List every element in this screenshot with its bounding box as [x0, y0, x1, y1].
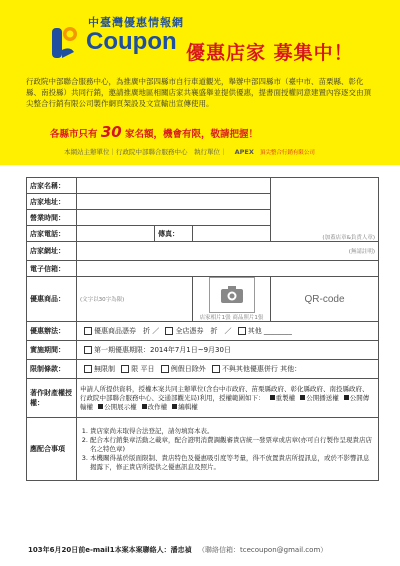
photo-hint: 店家相片1張 商品照片1張: [199, 315, 264, 321]
camera-icon: [220, 284, 244, 304]
right-marker-1: [270, 395, 275, 400]
period-checkbox[interactable]: [84, 346, 92, 354]
limit-option-3: 例假日除外: [170, 365, 206, 373]
limit-option-4: 不與其他優惠併行: [221, 365, 278, 373]
business-hours-label: 營業時間：: [27, 210, 77, 226]
footer-contact: [28, 545, 327, 555]
email-field[interactable]: [77, 261, 379, 277]
period-label: 實施期間：: [27, 341, 77, 360]
note-item: 2. 配合本行銷集章活動之載章，配合證明消費調觀審貴店統一發票章或店章(亦可自行製作呈現貴店店名之特色章): [90, 436, 375, 454]
right-1: 重製權: [275, 393, 296, 402]
limit-checkbox-1[interactable]: [84, 365, 92, 373]
right-marker-6: [172, 404, 177, 409]
shop-address-label: 店家地址：: [27, 194, 77, 210]
apex-logo-text: APEX: [234, 148, 254, 156]
photo-upload[interactable]: [193, 277, 271, 322]
slogan-number: 30: [100, 123, 122, 141]
limit-option-2: 限 平日: [131, 365, 155, 373]
url-hint: (無請註明): [348, 249, 376, 255]
thumbs-up-coin-icon: [50, 20, 78, 60]
period-option: [77, 341, 379, 360]
headline: 優惠店家 募集中！: [186, 42, 354, 64]
intro-paragraph: 行政院中部聯合服務中心，為推廣中部四縣市自行車道觀光，舉辦中部四縣市（臺中市、苗栗縣、彰化縣、南投縣）共同行銷，邀請推廣地區相關店家共襄盛舉並提供優惠，提書面授權同意建置內容逐交由頂尖整合行銷有限公司製作網頁架設及文宣輸出宣傳使用。: [26, 77, 371, 108]
right-5: 改作權: [147, 402, 168, 411]
slogan-prefix: 各縣市只有: [50, 129, 98, 140]
shop-url-label: 店家網址：: [27, 242, 77, 261]
logo-wordmark: Coupon: [86, 28, 177, 55]
right-marker-2: [300, 395, 305, 400]
organizer-line: [64, 147, 315, 156]
right-marker-4: [98, 404, 103, 409]
notes-content: [77, 418, 379, 481]
offer-text-field[interactable]: [77, 277, 193, 322]
shop-url-field[interactable]: [77, 242, 379, 261]
logo-tagline: 中臺灣優惠情報網: [88, 16, 184, 29]
offer-hint: (文字以30字為限): [80, 297, 125, 303]
right-marker-3: [344, 395, 349, 400]
quota-slogan: [50, 123, 258, 141]
copyright-terms: [77, 379, 379, 418]
method-checkbox-2[interactable]: [165, 327, 173, 335]
note-item: 3. 本機關得基於版面限制、貴店特色及優惠吸引度等考量，得不放置貴店所提訊息，或於不影響訊息揭露下，修正貴店所提供之優惠訊息及照片。: [90, 454, 375, 472]
application-form: [26, 177, 379, 481]
shop-phone-field[interactable]: [77, 226, 155, 242]
fax-label: 傳真：: [155, 226, 193, 242]
seal-hint: (加蓋店章&負責人章): [322, 235, 376, 241]
header-banner: [0, 0, 400, 165]
limit-options: [77, 360, 379, 379]
right-2: 公開播送權: [306, 393, 339, 402]
shop-name-label: 店家名稱：: [27, 178, 77, 194]
limit-other: 其他：: [280, 365, 302, 373]
method-options: [77, 322, 379, 341]
method-label: 優惠辦法：: [27, 322, 77, 341]
notes-list: [80, 427, 375, 472]
business-hours-field[interactable]: [77, 210, 271, 226]
period-text: 第一期優惠期限：2014年7月1日~9月30日: [94, 346, 231, 354]
method-option-3: 其他 ________: [247, 327, 292, 335]
shop-name-field[interactable]: [77, 178, 271, 194]
note-item: 1. 貴店家尚未取得合法登記，請勿填寫本表。: [90, 427, 375, 436]
fax-field[interactable]: [193, 226, 271, 242]
limit-checkbox-2[interactable]: [121, 365, 129, 373]
shop-phone-label: 店家電話：: [27, 226, 77, 242]
right-6: 編輯權: [178, 402, 198, 411]
qr-code-label: QR-code: [304, 293, 345, 305]
right-marker-5: [142, 404, 147, 409]
offer-label: 優惠商品：: [27, 277, 77, 322]
deadline-text: 103年6月20日前e-mail1本案本案聯絡人：潘忠禎: [28, 546, 192, 554]
email-label: 電子信箱：: [27, 261, 77, 277]
right-3: 公開傳輸權: [80, 393, 370, 411]
copyright-text: 申請人所提供資料，授權本案共同主辦單位(含台中市政府、苗栗縣政府、彰化縣政府、南投縣政府、行政院中部聯合服務中心、交通部觀光局)利用，授權範圍如下：: [80, 384, 369, 402]
limit-label: 限制條款：: [27, 360, 77, 379]
photo-frame: [209, 277, 255, 313]
contact-email[interactable]: （聯絡信箱：tcecoupon@gmail.com）: [198, 546, 328, 554]
qr-code-area[interactable]: [271, 277, 379, 322]
method-checkbox-1[interactable]: [84, 327, 92, 335]
executor-company: 頂尖整合行銷有限公司: [259, 150, 315, 156]
slogan-suffix: 家名額，機會有限，敬請把握！: [125, 129, 259, 140]
notes-label: 應配合事項: [27, 418, 77, 481]
copyright-label: 著作財產權授權：: [27, 379, 77, 418]
seal-area[interactable]: [271, 178, 379, 242]
method-checkbox-3[interactable]: [238, 327, 246, 335]
limit-checkbox-4[interactable]: [212, 365, 220, 373]
limit-checkbox-3[interactable]: [161, 365, 169, 373]
shop-address-field[interactable]: [77, 194, 271, 210]
method-option-1: 優惠商品憑券 折 ／: [94, 327, 160, 335]
right-4: 公開展示權: [104, 402, 137, 411]
organizer-text: 本網站主辦單位｜行政院中部聯合服務中心 執行單位｜: [64, 148, 227, 156]
limit-option-1: 無限制: [94, 365, 115, 373]
method-option-2: 全店憑券 折 ／: [175, 327, 232, 335]
